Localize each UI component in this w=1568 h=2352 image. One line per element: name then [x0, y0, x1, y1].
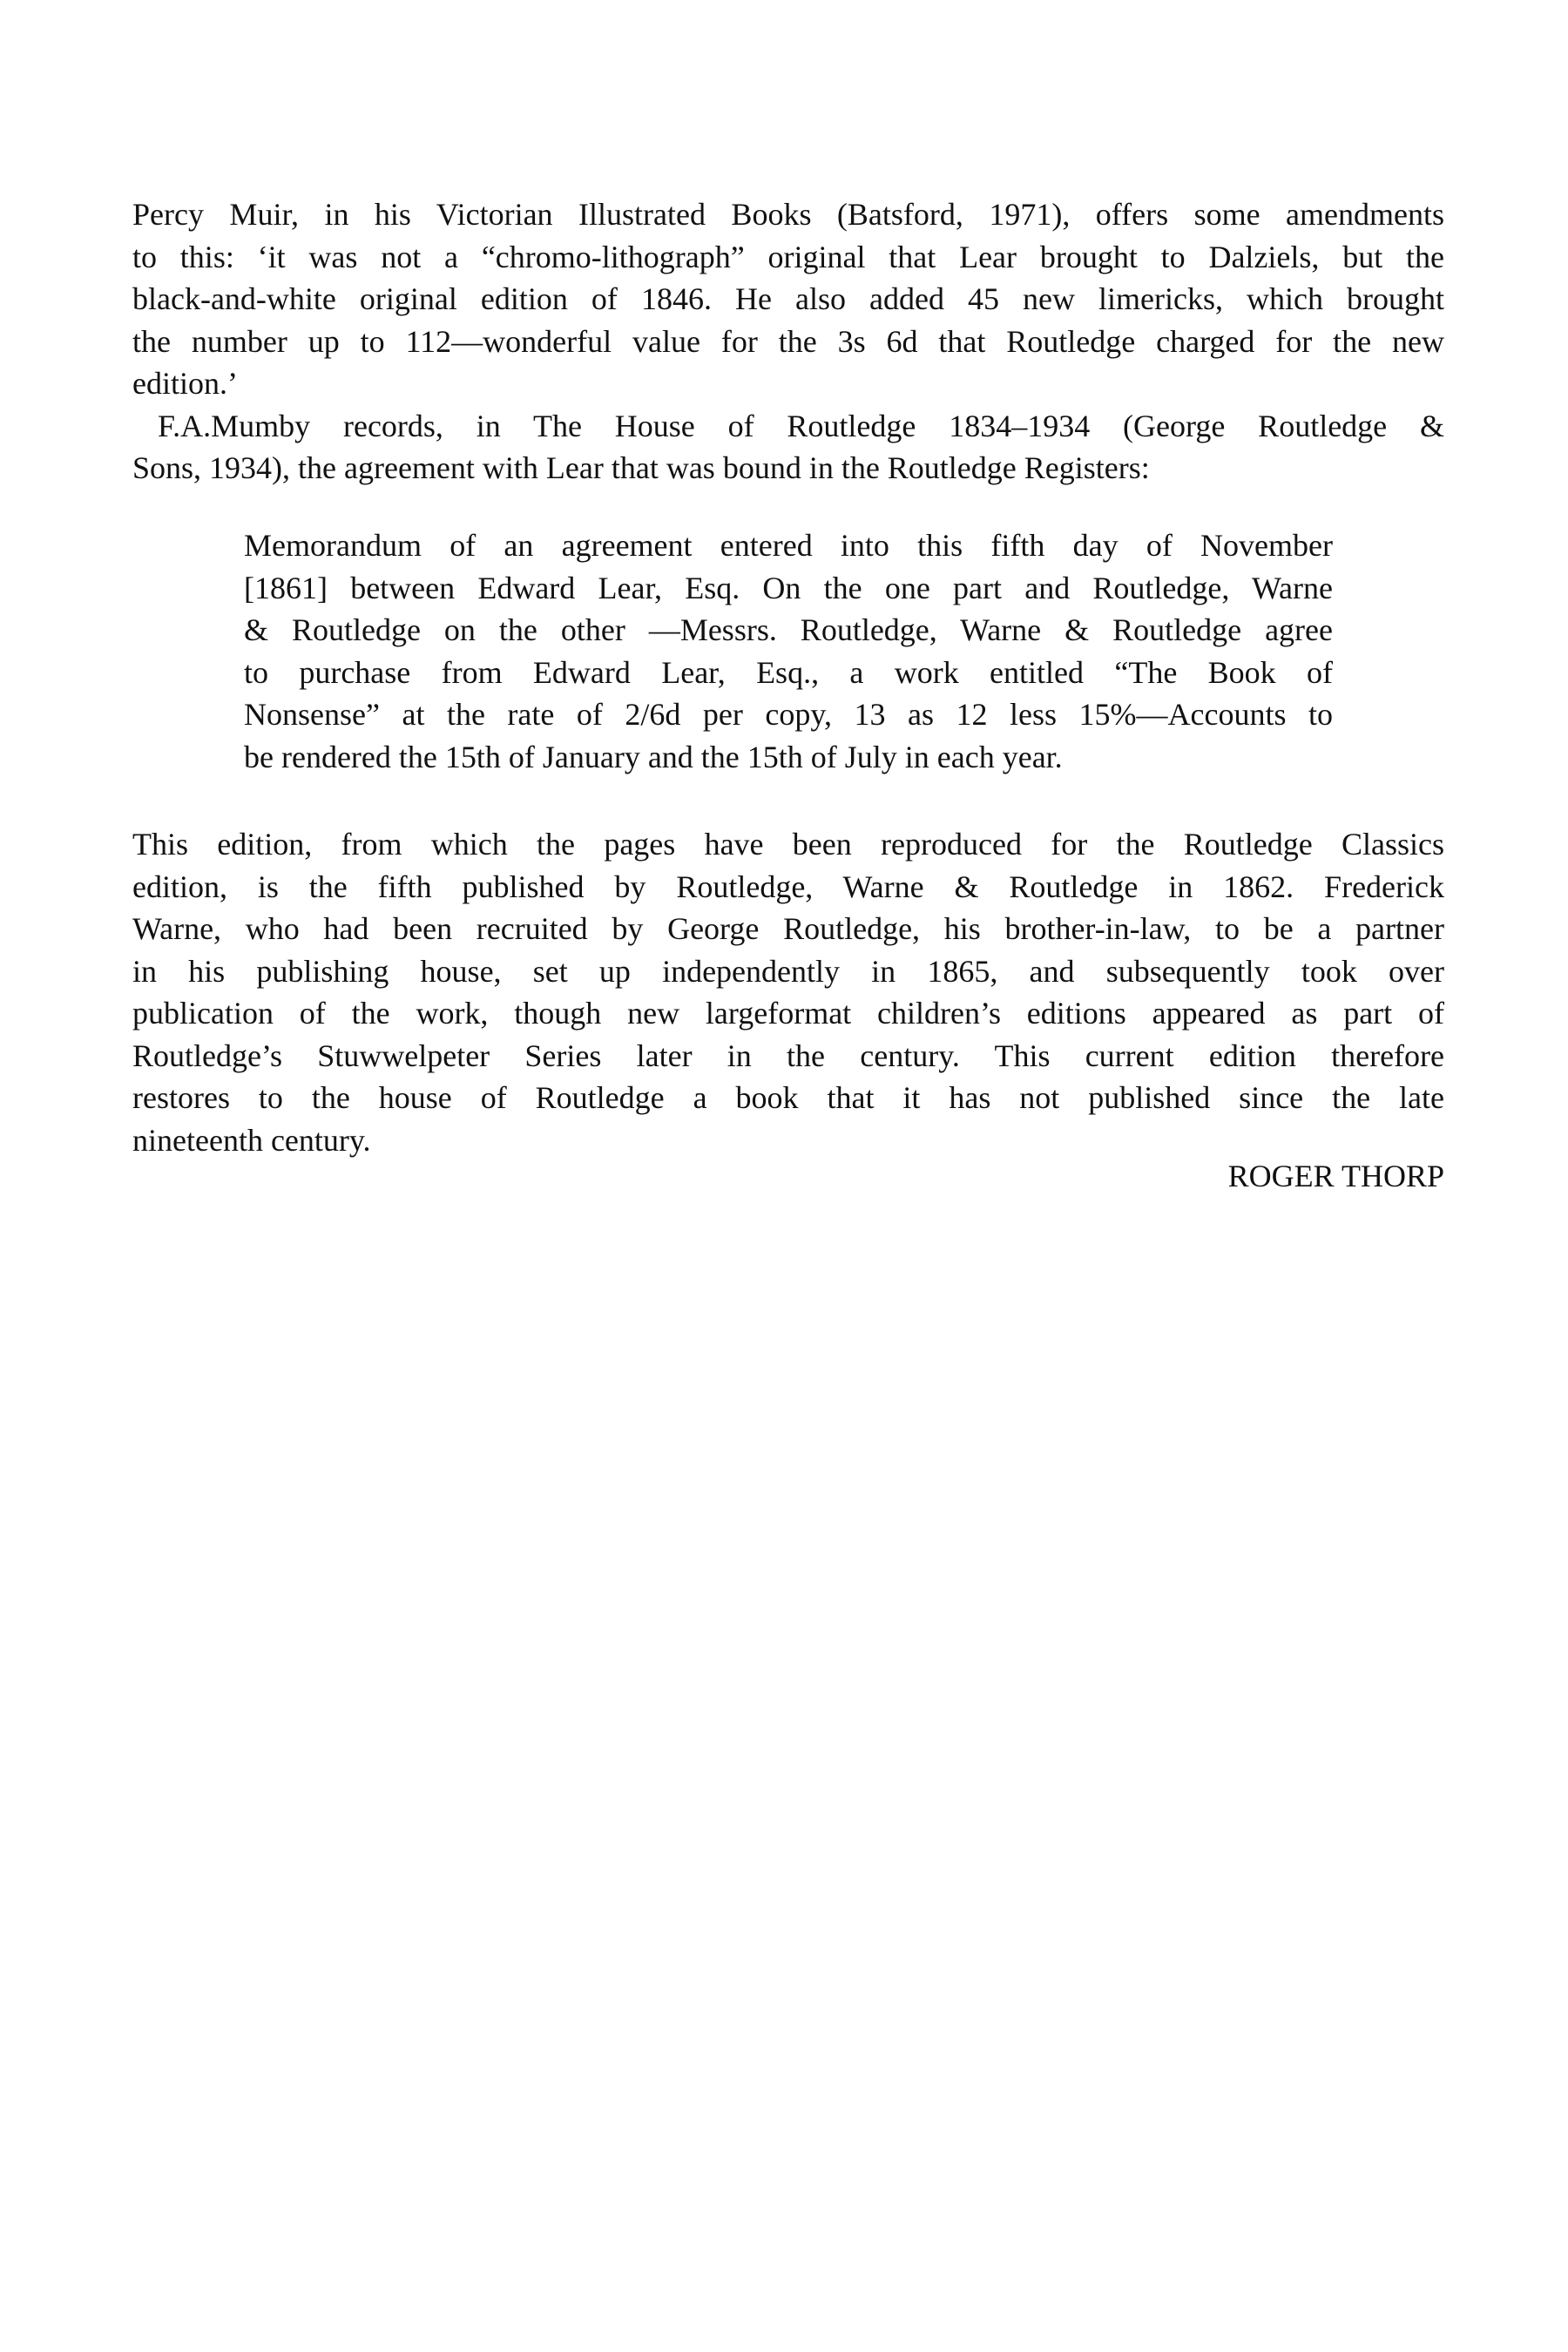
body-text [132, 193, 1444, 490]
paragraph-line: edition, is the fifth published by Routledge, Warne & Routledge in 1862. Frederick [132, 868, 1444, 904]
paragraph-line: the number up to 112—wonderful value for the 3s 6d that Routledge charged for the new [132, 323, 1444, 359]
paragraph-line: nineteenth century. [132, 1122, 371, 1158]
paragraph-line: in his publishing house, set up independently in 1865, and subsequently took over [132, 953, 1444, 989]
paragraph-line: Sons, 1934), the agreement with Lear that was bound in the Routledge Registers: [132, 450, 1150, 485]
quote-line: Nonsense” at the rate of 2/6d per copy, 13 as 12 less 15%—Accounts to [244, 697, 1333, 732]
paragraph-line: Percy Muir, in his Victorian Illustrated Books (Batsford, 1971), offers some amendments [132, 197, 1444, 232]
paragraph-line: Warne, who had been recruited by George Routledge, his brother-in-law, to be a partner [132, 911, 1444, 946]
paragraph-line: edition.’ [132, 366, 238, 401]
paragraph-line: publication of the work, though new largeformat children’s editions appeared as part of [132, 996, 1444, 1031]
quote-line: & Routledge on the other —Messrs. Routledge, Warne & Routledge agree [244, 612, 1333, 647]
paragraph-line: to this: ‘it was not a “chromo-lithograph” original that Lear brought to Dalziels, but the [132, 239, 1444, 274]
quote-line: to purchase from Edward Lear, Esq., a work entitled “The Book of [244, 654, 1333, 690]
closing-paragraph [132, 823, 1444, 1161]
paragraph-line: Routledge’s Stuwwelpeter Series later in the century. This current edition therefore [132, 1037, 1444, 1073]
quote-line: Memorandum of an agreement entered into this fifth day of November [244, 528, 1333, 563]
block-quote [244, 524, 1333, 778]
author-signature: ROGER THORP [1227, 1159, 1444, 1193]
quote-line: [1861] between Edward Lear, Esq. On the one part and Routledge, Warne [244, 570, 1333, 605]
quote-line: be rendered the 15th of January and the 15th of July in each year. [244, 739, 1063, 774]
paragraph-line: F.A.Mumby records, in The House of Routledge 1834–1934 (George Routledge & [158, 408, 1444, 443]
paragraph-line: black-and-white original edition of 1846. He also added 45 new limericks, which brought [132, 281, 1444, 316]
paragraph-line: restores to the house of Routledge a book that it has not published since the late [132, 1080, 1444, 1115]
paragraph-line: This edition, from which the pages have been reproduced for the Routledge Classics [132, 827, 1444, 862]
